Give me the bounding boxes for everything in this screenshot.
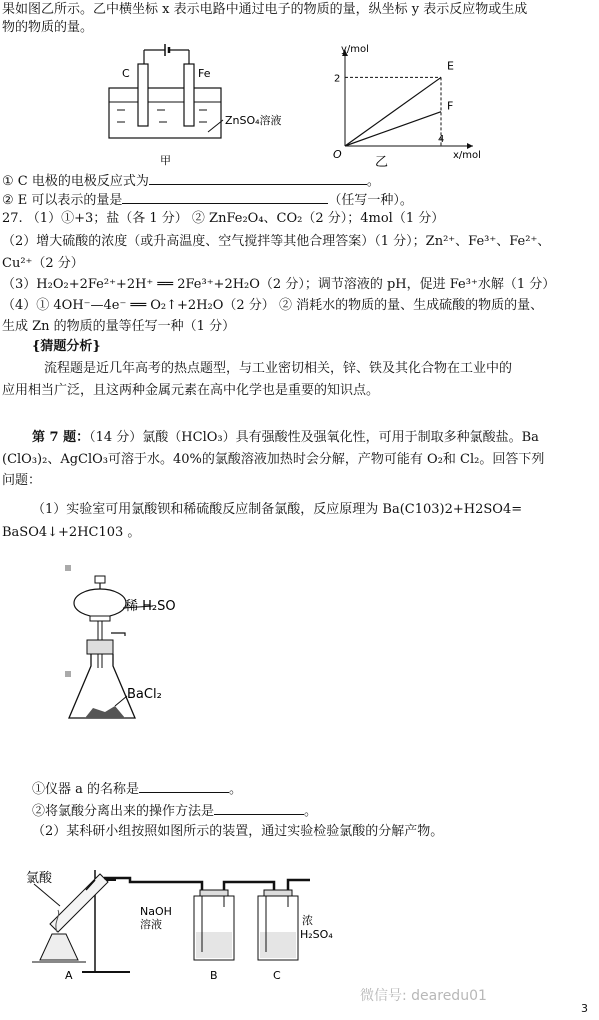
question-line xyxy=(32,780,242,798)
question-end: （任写一种）。 xyxy=(328,193,413,208)
answer-line: Cu²⁺（2 分） xyxy=(2,256,84,271)
solution-label: ZnSO₄溶液 xyxy=(225,114,282,127)
question-number: 第 7 题： xyxy=(32,430,90,445)
apparatus-a-label: A xyxy=(65,969,73,982)
electrolysis-figure xyxy=(95,38,315,168)
section-heading: {猜题分析} xyxy=(32,339,101,354)
question-line: （1）实验室可用氯酸钡和稀硫酸反应制备氯酸，反应原理为 Ba(C103)2+H2SO4= xyxy=(32,502,523,517)
answer-line: （2）增大硫酸的浓度（或升高温度、空气搅拌等其他合理答案）（1 分）；Zn²⁺、Fe³⁺、Fe²⁺、 xyxy=(2,234,551,249)
question-text: ②将氯酸分离出来的操作方法是 xyxy=(32,804,215,819)
conc-label: 浓 xyxy=(302,914,313,927)
x-tick-label: 4 xyxy=(438,134,445,145)
question-line xyxy=(2,191,413,209)
question-line: 问题： xyxy=(2,473,42,488)
answer-blank xyxy=(122,191,328,204)
question-text: ① C 电极的电极反应式为 xyxy=(2,174,149,189)
text-line: 果如图乙所示。乙中横坐标 x 表示电路中通过电子的物质的量，纵坐标 y 表示反应物或生成 xyxy=(2,2,528,17)
answer-line: 27. （1）①+3；盐（各 1 分） ② ZnFe₂O₄、CO₂（2 分）；4mol（1 分） xyxy=(2,211,445,226)
figure-caption: 乙 xyxy=(375,155,389,170)
acid-label: 稀 H₂SO xyxy=(125,599,176,614)
apparatus-flask-figure xyxy=(55,558,275,738)
fe-electrode-label: Fe xyxy=(198,67,211,80)
question-line xyxy=(32,802,317,820)
answer-blank xyxy=(139,780,229,793)
answer-blank xyxy=(149,172,367,185)
c-electrode-label: C xyxy=(122,67,130,80)
series-label-e: E xyxy=(447,59,454,73)
page-number: 3 xyxy=(581,1002,588,1015)
series-label-f: F xyxy=(447,99,454,113)
question-end: 。 xyxy=(229,782,243,797)
series-line-e xyxy=(345,77,441,146)
origin-label: O xyxy=(333,148,342,161)
answer-line: （4）① 4OH⁻—4e⁻ ══ O₂↑+2H₂O（2 分） ② 消耗水的物质的量、生成硫酸的物质的量、 xyxy=(2,298,544,313)
salt-label: BaCl₂ xyxy=(127,687,162,702)
answer-line: 生成 Zn 的物质的量等任写一种（1 分） xyxy=(2,319,236,334)
acid-label: 氯酸 xyxy=(26,871,53,886)
text-line: 物的物质的量。 xyxy=(2,20,94,35)
apparatus-b-label: B xyxy=(210,969,218,982)
paragraph-line: 流程题是近几年高考的热点题型，与工业密切相关，锌、铁及其化合物在工业中的 xyxy=(44,361,513,376)
y-axis-label: y/mol xyxy=(341,44,369,55)
question-text: ② E 可以表示的量是 xyxy=(2,193,123,208)
answer-line: （3）H₂O₂+2Fe²⁺+2H⁺ ══ 2Fe³⁺+2H₂O（2 分）；调节溶液的 pH，促进 Fe³⁺水解（1 分） xyxy=(2,277,556,292)
question-end: 。 xyxy=(304,804,318,819)
answer-blank xyxy=(214,802,304,815)
h2so4-label: H₂SO₄ xyxy=(300,928,333,941)
watermark: 微信号: dearedu01 xyxy=(360,988,487,1004)
question-line: (ClO₃)₂、AgClO₃可溶于水。40%的氯酸溶液加热时会分解，产物可能有 O₂和 Cl₂。回答下列 xyxy=(2,452,545,467)
naoh-label: NaOH xyxy=(140,905,172,918)
question-text: （14 分）氯酸（HClO₃）具有强酸性及强氧化性，可用于制取多种氯酸盐。Ba xyxy=(89,430,539,445)
apparatus-decomposition-figure xyxy=(20,852,340,982)
figure-caption: 甲 xyxy=(160,154,171,167)
apparatus-c-label: C xyxy=(273,969,281,982)
solution-label: 溶液 xyxy=(140,918,162,931)
line-chart xyxy=(300,38,500,173)
question-line: BaSO4↓+2HC103 。 xyxy=(2,525,141,540)
x-axis-label: x/mol xyxy=(453,150,481,161)
paragraph-line: 应用相当广泛，且这两种金属元素在高中化学也是重要的知识点。 xyxy=(2,383,380,398)
question-line xyxy=(2,172,380,190)
x-axis-arrow xyxy=(467,143,473,149)
question-text: ①仪器 a 的名称是 xyxy=(32,782,140,797)
question-line xyxy=(32,430,539,446)
question-line: （2）某科研小组按照如图所示的装置，通过实验检验氯酸的分解产物。 xyxy=(32,824,444,839)
question-end: 。 xyxy=(366,174,380,189)
y-tick-label: 2 xyxy=(334,73,341,85)
series-line-f xyxy=(345,112,441,146)
